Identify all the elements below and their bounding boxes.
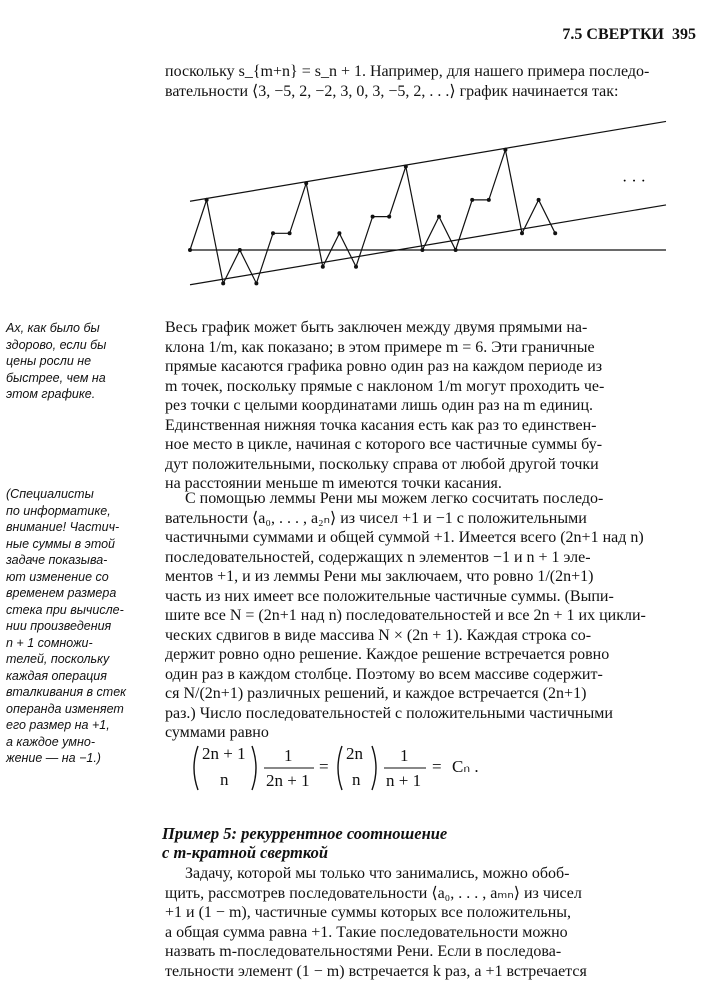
- p1-line: рез точки с целыми координатами лишь один раз на m единиц.: [165, 397, 594, 414]
- p2-line: частичными суммами и общей суммой +1. Имеется всего (2n+1 над n): [165, 529, 644, 546]
- paragraph-1: [165, 318, 665, 494]
- note-line: ют изменение со: [6, 569, 109, 584]
- equals-2: =: [432, 757, 442, 776]
- p1-line: ное место в цикле, начиная с которого все частичные суммы бу-: [165, 436, 603, 453]
- paragraph-2: [165, 489, 665, 743]
- data-point: [221, 281, 225, 285]
- intro-line-1: поскольку s_{m+n} = s_n + 1. Например, для нашего примера последо-: [165, 63, 650, 80]
- data-point: [205, 198, 209, 202]
- p1-line: Единственная нижняя точка касания есть как раз то единствен-: [165, 416, 597, 434]
- data-point: [503, 148, 507, 152]
- p2-line: один раз в каждом столбце. Поэтому во всем массиве содержит-: [165, 665, 603, 683]
- data-point: [487, 198, 491, 202]
- p2-line: С помощью леммы Рени мы можем легко сосчитать последо-: [185, 490, 604, 507]
- binom1-bottom: n: [220, 770, 229, 789]
- note-line: его размер на +1,: [6, 718, 110, 732]
- page-number: 395: [672, 26, 696, 43]
- data-point: [238, 248, 242, 252]
- note-line: задаче показыва-: [6, 553, 108, 567]
- data-point: [437, 215, 441, 219]
- p2-line: последовательностей, содержащих n элементов −1 и n + 1 эле-: [165, 548, 591, 566]
- p2-line: раз.) Число последовательностей с положительными частичными: [165, 704, 613, 722]
- catalan-formula: [190, 742, 510, 794]
- section-title: 7.5 СВЕРТКИ: [562, 26, 664, 43]
- p1-line: клона 1/m, как показано; в этом примере m = 6. Эти граничные: [165, 338, 595, 356]
- binom1-top: 2n + 1: [202, 744, 246, 763]
- example-line: назвать m-последовательностями Рени. Если в последова-: [165, 943, 562, 960]
- data-point: [387, 215, 391, 219]
- p2-line: суммами равно: [165, 724, 269, 741]
- example-line: тельности элемент (1 − m) встречается k раз, а +1 встречается: [165, 962, 587, 980]
- note-line: телей, поскольку: [6, 652, 110, 666]
- data-point: [304, 181, 308, 185]
- note-line: каждая операция: [6, 668, 107, 683]
- p2-line: ческих сдвигов в виде массива N × (2n + 1). Каждая строка со-: [165, 626, 592, 644]
- note-line: здорово, если бы: [6, 337, 107, 352]
- frac1-num: 1: [284, 746, 293, 765]
- p1-line: прямые касаются графика ровно один раз на каждом периоде из: [165, 358, 603, 375]
- note-line: временем размера: [6, 586, 117, 600]
- data-point: [553, 231, 557, 235]
- p2-line: вательности ⟨a₀, . . . , a₂ₙ⟩ из чисел +1 и −1 с положительными: [165, 509, 587, 527]
- p1-line: Весь график может быть заключен между двумя прямыми на-: [165, 319, 588, 336]
- note-line: операнда изменяет: [6, 701, 124, 716]
- p2-line: ментов +1, и из леммы Рени мы заключаем, что ровно 1/(2n+1): [165, 568, 594, 585]
- note-line: (Специалисты: [6, 487, 94, 501]
- note-line: по информатике,: [6, 503, 111, 518]
- data-point: [520, 231, 524, 235]
- note-line: а каждое умно-: [6, 734, 95, 749]
- note-line: Ах, как было бы: [6, 321, 100, 335]
- lower-bound-line: [190, 205, 666, 285]
- p2-line: часть из них имеет все положительные частичные суммы. (Выпи-: [165, 587, 614, 605]
- data-point: [404, 165, 408, 169]
- note-line: n + 1 сомножи-: [6, 635, 93, 650]
- note-line: вталкивания в стек: [6, 685, 127, 699]
- example-line: +1 и (1 − m), частичные суммы которых все положительны,: [165, 904, 572, 921]
- heading-line-2: с m-кратной сверткой: [162, 843, 329, 862]
- intro-line-2: вательности ⟨3, −5, 2, −2, 3, 0, 3, −5, 2, . . .⟩ график начинается так:: [165, 82, 619, 100]
- p1-line: на расстоянии меньше m имеются точки касания.: [165, 475, 502, 492]
- upper-bound-line: [190, 121, 666, 201]
- data-point: [354, 265, 358, 269]
- note-line: стека при вычисле-: [6, 602, 124, 617]
- binom2-top: 2n: [346, 744, 363, 763]
- note-line: ные суммы в этой: [6, 536, 115, 551]
- binom2-bottom: n: [352, 770, 361, 789]
- margin-note-2: [6, 486, 146, 767]
- frac2-den: n + 1: [386, 771, 422, 790]
- note-line: жение — на −1.): [6, 751, 101, 765]
- continuation-dots: · · ·: [622, 173, 646, 190]
- data-point: [188, 248, 192, 252]
- data-point: [537, 198, 541, 202]
- data-point: [337, 231, 341, 235]
- note-line: быстрее, чем на: [6, 370, 106, 385]
- example-heading: [162, 824, 662, 862]
- partial-sums-graph: [0, 0, 703, 310]
- data-point: [288, 231, 292, 235]
- example-line: щить, рассмотрев последовательности ⟨a₀, . . . , aₘₙ⟩ из чисел: [165, 884, 582, 902]
- frac1-den: 2n + 1: [266, 771, 310, 790]
- catalan-result: Cₙ .: [452, 757, 479, 776]
- data-point: [371, 215, 375, 219]
- p2-line: ся N/(2n+1) различных решений, и каждое встречается (2n+1): [165, 685, 587, 702]
- note-line: цены росли не: [6, 354, 92, 368]
- data-point: [454, 248, 458, 252]
- example-line: Задачу, которой мы только что занимались, можно обоб-: [185, 865, 570, 882]
- data-point: [420, 248, 424, 252]
- p1-line: дут положительными, поскольку справа от любой другой точки: [165, 455, 599, 473]
- note-line: этом графике.: [6, 387, 96, 401]
- heading-line-1: Пример 5: рекуррентное соотношение: [162, 824, 448, 843]
- p2-line: держит ровно одно решение. Каждое решение встречается ровно: [165, 646, 610, 663]
- example-paragraph: [165, 864, 665, 981]
- frac2-num: 1: [400, 746, 409, 765]
- p2-line: шите все N = (2n+1 над n) последовательностей и все 2n + 1 их цикли-: [165, 607, 646, 624]
- note-line: нии произведения: [6, 619, 112, 633]
- example-line: а общая сумма равна +1. Такие последовательности можно: [165, 923, 568, 941]
- data-point: [321, 265, 325, 269]
- p1-line: m точек, поскольку прямые с наклоном 1/m могут проходить че-: [165, 377, 605, 395]
- data-point: [470, 198, 474, 202]
- data-point: [271, 231, 275, 235]
- equals-1: =: [319, 757, 329, 776]
- data-point: [254, 281, 258, 285]
- note-line: внимание! Частич-: [6, 520, 120, 534]
- margin-note-1: [6, 320, 146, 403]
